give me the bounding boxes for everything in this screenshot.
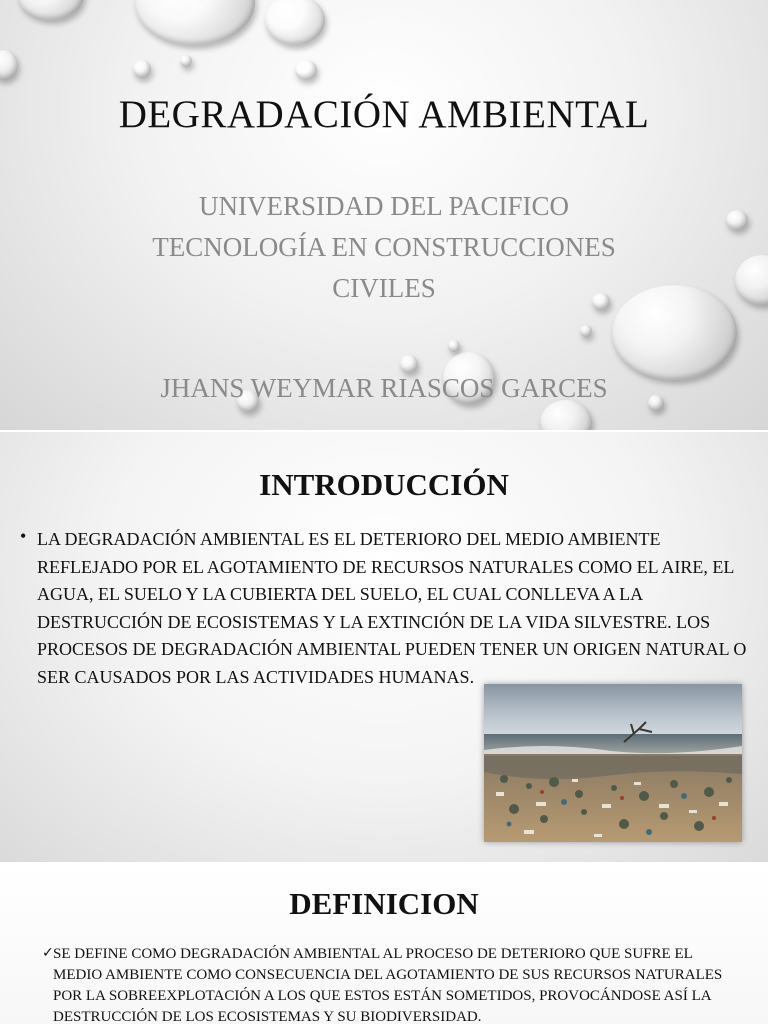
water-drop (265, 0, 325, 45)
water-drop (135, 0, 255, 45)
definition-slide (0, 864, 768, 1024)
checkmark-icon: ✓ (42, 945, 54, 961)
water-drop (133, 60, 151, 78)
subtitle-line: CIVILES (332, 273, 436, 303)
water-drop (0, 50, 18, 80)
water-drop (295, 60, 317, 80)
water-drop (18, 0, 84, 20)
slide-heading: DEFINICION (289, 886, 479, 921)
water-drop (580, 325, 592, 337)
bullet-icon: • (20, 526, 27, 546)
author-name: JHANS WEYMAR RIASCOS GARCES (160, 373, 608, 403)
presentation-title: DEGRADACIÓN AMBIENTAL (118, 93, 650, 136)
title-slide (0, 0, 768, 432)
slide-heading: INTRODUCCIÓN (259, 467, 509, 502)
subtitle-line: UNIVERSIDAD DEL PACIFICO (198, 191, 570, 221)
introduction-text: LA DEGRADACIÓN AMBIENTAL ES EL DETERIORO DEL MEDIO AMBIENTE REFLEJADO POR EL AGOTAMIENTO DE RECURSOS NATURALES COMO EL AIRE, EL AGUA, EL SUELO Y LA CUBIERTA DEL SUELO, EL CUAL CONLLEVA A LA DESTRUCCIÓN DE ECOSISTEMAS Y LA EXTINCIÓN DE LA VIDA SILVESTRE. LOS PROCESOS DE DEGRADACIÓN AMBIENTAL PUEDEN TENER UN ORIGEN NATURAL O SER CAUSADOS POR LAS ACTIVIDADES HUMANAS. (37, 529, 747, 687)
introduction-slide (0, 432, 768, 864)
subtitle-line: TECNOLOGÍA EN CONSTRUCCIONES (152, 232, 616, 262)
polluted-beach-photo (484, 684, 742, 842)
definition-text: SE DEFINE COMO DEGRADACIÓN AMBIENTAL AL PROCESO DE DETERIORO QUE SUFRE EL MEDIO AMBIENTE COMO CONSECUENCIA DEL AGOTAMIENTO DE SUS RECURSOS NATURALES POR LA SOBREEXPLOTACIÓN A LOS QUE ESTOS ESTÁN SOMETIDOS, PROVOCÁNDOSE ASÍ LA DESTRUCCIÓN DE LOS ECOSISTEMAS Y SU BIODIVERSIDAD. (53, 946, 723, 1024)
water-drop (180, 55, 192, 67)
water-drop (448, 340, 460, 352)
